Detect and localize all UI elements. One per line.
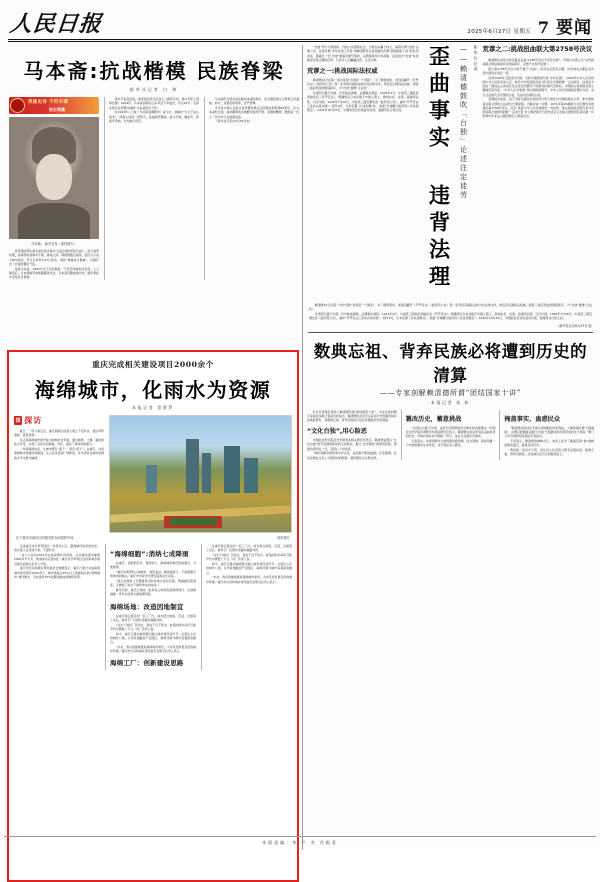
page-footer: 本版责编：李 产 杰 肖根喜 xyxy=(262,840,338,845)
feature-intro-text: 夏日，一场大雨过后，重庆高新区的高大道上不见积水，道边草坪湿润，更显葱翠。 这正是海绵城市建设成为的城市会年夏，通过植物、土壤、湖泊的综合作用，实现了对雨水的滞蓄、净化，减负了城市的排蓄力。 一场场海绵改造，让城市既有“面子”，更有“里子”。在重庆，这场海绵城市规模持续推进，从小区改造到广场新建，许多项目在城市的细枝末节中渐次铺展。 xyxy=(14,429,104,460)
section-divider xyxy=(308,332,593,333)
vertical-headline: 歪曲事实 违背法理 xyxy=(426,45,452,293)
right-kicker-text: 赖清德在讲话中再次蓄意歪曲“2758号决议不涉及台湾”，声称以台湾之名“必然挑战联合国权威和执行国际秩序，企图产生和平成果”。 联大第2758号决议为何不属于“台独”，因为完全没有必要，该句同也必要在其中是中国所在的区一部。 台湾1945年已经回归中国。当时中国的国号是“中华民国”，1949年中华人民共和国中央人民政府成立后，取代中华民国政府成为代表全中国的唯一合法政府，这是在中国这一国际法主体没有发生变化的情况下的新政权取代旧政权，中国的主权和固有领土疆域没有改变，“中华人民共和国”是中国的新国号，中华人民共和国政府理所当然、完全合法地代表中国的主权，包括对台湾的主权。 需要指出的是，由于当时以美国为首的部分西方国家对中国的敌对立场，新中国恢复在联合国的合法席位长期受阻。为解决这一问题，1971年第26届联大以压倒性多数通过第2758号决议，决定“恢复中华人民共和国的一切权利，承认她的政府的代表为中国在联合国组织的唯一合法代表”并立即把蒋介石的代表从它在联合国组织及其所属一切机构中所非法占据的席位上驱逐出去。 xyxy=(482,57,594,119)
bottom-text-2: “台湾自古属于中国，这是无可辩驳的历史事实和法理事实。”中国社会科学院台湾研究所相关研究员表示，赖清德在讲话中刻意歪曲台湾的历史，声称台湾并非中国的一部分，这完全违背历史事实。 专家指出，台湾同胞与大陆同胞同根同源、同文同种，两岸同属一个中国的事实从未改变，也不容任何人篡改。 xyxy=(405,425,496,447)
skyscraper-1 xyxy=(186,439,199,492)
publication-date: 2025年6月27日 星期五 xyxy=(467,29,531,35)
right-section-1-text: 赖清德22日在第一讲中宣称“台湾是一个国家”，为了便得同听，他刻意翻开《开罗宣言》《波茨坦公告》等一系列具有国际法效力的法律文件，彻底否认国际法权威，损害二战后形成的国际秩序，为“台独”鼓噪“合法性”。 台湾回归属于中国，历史铁板清晰，法理事实清楚。1943年4月，中美英三国政府首脑发表《开罗宣言》，明确规定日本窃取于中国之领土，例如东北、台湾、澎湖列岛等，归还中国。1945年7月26日，中美英三国签署发表《波茨坦公告》，重申“开罗宣言之条件必将实施”。同年9月，日本签署《日本投降书》，承诺“忠诚履行波茨坦公告各项规定”。1945年10月25日，中国政府宣告恢复对台湾、澎湖列岛行使主权。 xyxy=(307,78,419,113)
left-zone xyxy=(6,45,302,850)
right-kicker: 荒谬之二:挑战扭曲联大第2758号决议 xyxy=(482,45,593,54)
vertical-subheadline: ——赖清德鼓吹「台独」论述注定徒劳 xyxy=(459,45,468,201)
section-title: 要闻 xyxy=(556,18,592,38)
banner-line-1: 英雄史诗 不朽丰碑 xyxy=(28,100,69,106)
tanfang-icon: 探 xyxy=(15,418,21,425)
feature-shoulder: 重庆完成相关建设项目2000余个 xyxy=(92,360,214,370)
bottom-text-1: 中国社会科学院近代史研究所相关研究员表示，赖清德企图以“文化台独”的手段割裂两岸的文化联系，推行“去中国化”的教育政策，毒害台湾年轻一代，其用心十分险恶。 “两岸同胞共同传承中华文化，这是割不断的血脉。”专家强调，任何企图在文化上分裂两岸的图谋，最终都将以失败告终。 xyxy=(307,438,397,460)
right-lead-text: “台独”势力分裂国家、内战公民国际社会，长期以来骗子林立，编造所谓“台独”法理公式，宣扬所谓“本年台湾工作者”的赖清德近日接连抛出所谓“团结国家十讲”的系列讲话，暴露出一些“台独”极端荒谬分裂的，妄图将两岸引向战事，这是因为“台独”本来就是逆背法理的幻梦，只会令人们蝙蝠自食，注定失败。 xyxy=(307,45,419,62)
banner-line-2: 抗日英雄 xyxy=(49,106,65,112)
right-second-col xyxy=(483,45,595,303)
right-endnote: （新华社北京6月25日电） xyxy=(556,323,594,328)
feature-subhead-2: 海绵场地：改造因地制宜 xyxy=(110,602,184,611)
bottom-col-3 xyxy=(499,410,594,461)
main-text-1: 他带领的部队被毛泽东同志称为“百战百胜的回民支队”。抗日战争时期，他率部转战冀中平原、鲁南之间，冀鲁豫数百战场，经历大小战斗870余次，歼灭日伪军3.67万余名，建起“冀鲁抗日堡垒”，沉重打击了日寇的嚣张气焰。 他是马本斋，1902年生于河北献县一个贫苦回族农民家庭。七七事变后，日本侵略军的铁蹄踏进华北，马本斋目睹血染中华，组织青壮年自发抗日救国。 xyxy=(9,249,99,279)
feature-col-3 xyxy=(201,544,292,670)
feature-col2-text: 在重庆，因地形起伏、坡度较大，海绵城市建设因地制宜、分类施策。 “重庆是典型的山地城市，地形复杂，降雨强度大，不能照搬平原城市的做法。”重庆市市政设计研究院相关专家说。 “我们在坡地上设置植草沟和台地式雨水花园，既减缓径流速度，又增加了雨水下渗和净化的时间。” 截至目前，重庆已建成一批具有山地特色的海绵项目，在削峰减排、净化水质等方面效果明显。 xyxy=(110,561,196,597)
portrait-caption: 马本斋。 新华社发（资料照片） xyxy=(31,242,77,247)
skyscraper-5 xyxy=(146,465,157,493)
feature-col-2 xyxy=(105,544,196,670)
tanfang-label: 探访 xyxy=(24,416,43,426)
bottom-col-1 xyxy=(307,410,397,461)
right-lead-col xyxy=(307,45,419,303)
main-col-3 xyxy=(204,97,299,280)
portrait-body xyxy=(18,203,90,240)
skyscraper-3 xyxy=(224,446,240,492)
feature-col3-text: 在重庆两江新区的一家工厂内，雨水经过收集、沉淀、过滤等工序后，被用于厂区绿化浇灌和道路冲洗。 “过去下雨时厂区积水，现在不仅不积水，收集的雨水每年还能节约水费数十万元。”该厂负责人说。 如今，重庆正推动海绵理念融入城市建设各环节。从居住小区到城市公园，从市政道路到产业园区，海绵设施与城市景观深度融合。 “未来，我们将继续推进海绵城市建设，为市民创造更宜居的城市环境。”重庆市住房和城乡建设委员会相关负责人表示。 xyxy=(206,544,292,584)
bottom-subhead-3: 掩盖事实，蛊惑民众 xyxy=(504,415,561,423)
masthead-rule-secondary xyxy=(8,41,592,42)
main-byline: 新华社记者 白 林 xyxy=(129,87,179,93)
skyscraper-4 xyxy=(244,458,258,493)
bottom-subhead-1: “文化台独”,用心险恶 xyxy=(307,428,367,436)
right-top-story xyxy=(307,45,594,303)
bottom-lead-text: 针对台湾地区领导人赖清德所谓“团结国家十讲”，多位台湾问题专家接受本报记者采访时指出，赖清德的言论充斥着对历史的篡改和对民族的背弃，其数典忘祖、背弃民族的行径必将遭到历史的清算。 xyxy=(307,409,397,422)
masthead-right xyxy=(467,13,592,38)
main-headline: 马本斋:抗战楷模 民族脊梁 xyxy=(23,59,285,84)
feature-tag xyxy=(14,415,104,426)
right-zone xyxy=(302,45,594,850)
page-body xyxy=(6,45,594,850)
feature-top-block xyxy=(14,415,292,533)
city-photo xyxy=(109,415,292,533)
main-col-1 xyxy=(9,97,99,280)
green-space xyxy=(170,518,217,525)
newspaper-logo: 人民日报 xyxy=(8,11,104,37)
secondary-subheadline: ——专家剖解赖清德所谓“团结国家十讲” xyxy=(379,388,522,397)
feature-col1-text: 走进重庆市沙坪坝区的一处居民小区，路面铺设的是透水砖，雨水落下后迅速下渗，不留积水。 “这个小区是2023年完成海绵化改造的，总共铺设透水铺装5000多平方米，新建雨水花园3处。”重庆市沙坪坝区住房和城乡建设委员会相关负责人介绍。 重庆市住房和城乡建设委员会数据显示，重庆已累计完成海绵城市建设项目2000余个，城市建成区45%以上的面积达到“海绵城市”建设要求，可实现将70%的降雨就地消纳和利用。 xyxy=(14,544,100,579)
feature-photo-caption: 位于重庆市南岸区的城市阳光雨园停车场。 xyxy=(16,536,77,541)
masthead-rule xyxy=(8,39,592,40)
right-overflow-text: 赖清德22日在第一讲中宣称“台湾是一个国家”，为了便得同听，他刻意翻开《开罗宣言》《波茨坦公告》等一系列具有国际法效力的法律文件，彻底否认国际法权威，损害二战后形成的国际秩序，为“台独”鼓噪“合法性”。 台湾回归属于中国，历史铁板清晰，法理事实清楚。1943年4月，中美英三国政府首脑发表《开罗宣言》，明确规定日本窃取于中国之领土，例如东北、台湾、澎湖列岛等，归还中国。1945年7月26日，中美英三国签署发表《波茨坦公告》，重申“开罗宣言之条件必将实施”。同年9月，日本签署《日本投降书》，承诺“忠诚履行波茨坦公告各项规定”。1945年10月25日，中国政府宣告恢复对台湾、澎湖列岛行使主权。 xyxy=(309,303,592,321)
main-text-3: 马本斋纪念馆坐落在献县本斋回族乡，是全国爱国主义教育示范基地。如今，这里松柏苍翠，庄严肃穆。 今年是中国人民抗日战争暨世界反法西斯战争胜利80周年，在马本斋纪念馆，前来瞻仰的各地群众络绎不绝。英雄的精神，激励着一代又一代中华儿女砥砺奋进。 （新华社石家庄6月26日电） xyxy=(209,97,299,124)
main-col-2 xyxy=(104,97,199,280)
feature-columns xyxy=(14,544,292,670)
feature-byline: 本报记者 常碧罗 xyxy=(131,405,175,411)
feature-title: 海绵城市，化雨水为资源 xyxy=(34,378,272,403)
secondary-headline: 数典忘祖、背弃民族必将遭到历史的清算 xyxy=(313,341,588,385)
bottom-subhead-2: 篡改历史，蓄意挑战 xyxy=(405,415,462,423)
skyscraper-2 xyxy=(202,453,211,492)
banner-emblem-icon xyxy=(10,98,25,113)
bottom-text-3: “赖清德在讲话中无视台湾同胞的切身利益，大肆渲染所谓‘大陆威胁’，企图以此掩盖其推行‘台独’分裂路线给台湾带来的巨大风险。”厦门大学台湾研究院相关学者指出。 专家表示，赖清德的种种言行，本质上是为了掩盖其谋“独”挑衅的真实面目，蛊惑岛内民众。 两岸统一是历史大势，是任何人任何势力都无法阻挡的。数典忘祖、背弃民族者，必将被钉在历史的耻辱柱上。 xyxy=(504,425,595,456)
main-text-2: 青壮年奋起抗战，他率领回民支队加入八路军序列，冀中平原上频频告捷。1944年，马本斋因病在山东莘县不幸逝世，年仅42岁。毛泽东同志亲笔题写挽联“马本斋同志不死”。 在1943年八公桥（今河南省濮阳市）战斗中，他喊出“牛刀子钻心战术”，同敌人加深一把利刃，直插敌军腹地，战斗打响，喊杀声、枪炮声齐响，火光映红夜空。 xyxy=(109,97,199,123)
feature-subhead-1: “海绵细胞”:消纳七成降雨 xyxy=(110,550,189,559)
feature-article-box xyxy=(7,350,299,882)
masthead xyxy=(6,4,594,38)
page-number: 7 xyxy=(537,18,549,37)
feature-photo-caption-row xyxy=(14,535,292,540)
campaign-banner xyxy=(9,97,99,114)
secondary-byline: 本报记者 张 盼 xyxy=(430,399,471,405)
portrait-photo xyxy=(9,117,99,239)
feature-col2-text-b: 在重庆两江新区的一家工厂内，雨水经过收集、沉淀、过滤等工序后，被用于厂区绿化浇灌和道路冲洗。 “过去下雨时厂区积水，现在不仅不积水，收集的雨水每年还能节约水费数十万元。”该厂负责人说。 如今，重庆正推动海绵理念融入城市建设各环节。从居住小区到城市公园，从市政道路到产业园区，海绵设施与城市景观深度融合。 “未来，我们将继续推进海绵城市建设，为市民创造更宜居的城市环境。”重庆市住房和城乡建设委员会相关负责人表示。 xyxy=(110,613,196,653)
bottom-col-2 xyxy=(401,410,496,461)
vertical-byline: 新华社记者 xyxy=(473,45,479,73)
feature-intro-col xyxy=(14,415,104,533)
right-subhead-1: 荒谬之一:挑战国际法权威 xyxy=(307,68,378,75)
feature-photo-credit: 资料图片 xyxy=(277,536,290,541)
feature-col-1 xyxy=(14,544,100,670)
right-bottom-columns xyxy=(307,410,594,461)
main-story-columns xyxy=(6,97,302,280)
footer-rule xyxy=(4,836,596,837)
feature-subhead-3: 海绵工厂：创新建设思路 xyxy=(110,659,184,668)
